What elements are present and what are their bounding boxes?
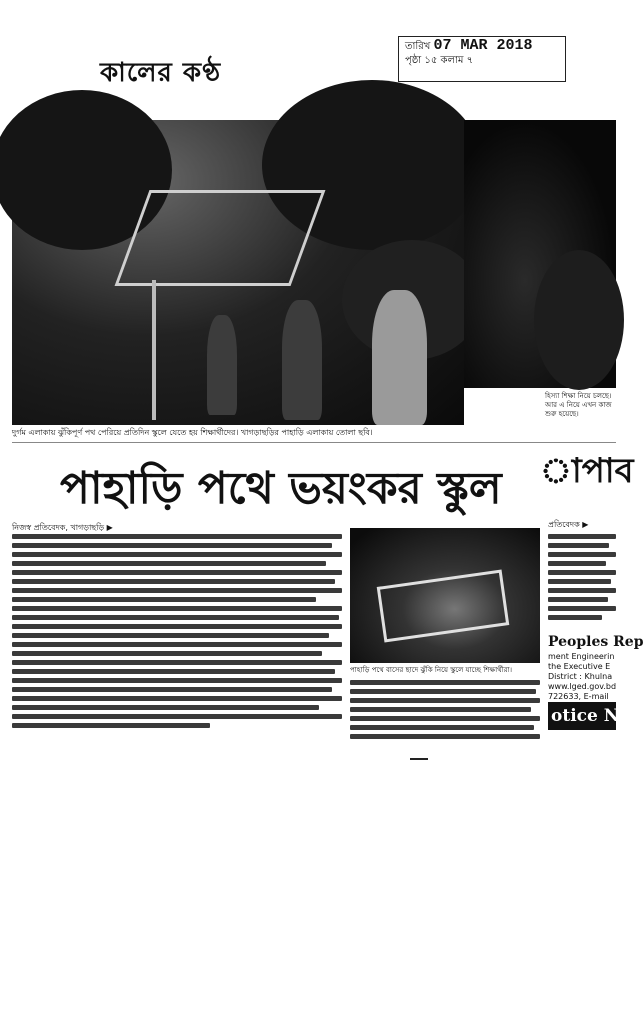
end-mark	[410, 758, 428, 760]
article-body-text-right	[350, 680, 540, 750]
stamp-label: তারিখ	[405, 41, 431, 52]
newspaper-masthead: কালের কণ্ঠ	[100, 58, 222, 88]
main-photo-caption: দুর্গম এলাকায় ঝুঁকিপূর্ণ পথ পেরিয়ে প্রতিদিন স্কুলে যেতে হয় শিক্ষার্থীদের। খাগড়াছড়ির পাহাড়ি এলাকায় তোলা ছবি।	[12, 428, 373, 437]
side-photo	[464, 120, 616, 388]
notice-line-4: www.lged.gov.bd	[548, 682, 617, 691]
adjacent-headline-fragment: াপাব	[540, 451, 634, 491]
notice-line-1: ment Engineerin	[548, 652, 615, 661]
divider	[12, 442, 616, 443]
date-stamp	[398, 36, 566, 82]
sidebar-heading: প্রতিবেদক ▶	[548, 520, 589, 529]
stamp-page-column: পৃষ্ঠা ১৫ কলাম ৭	[405, 55, 474, 66]
notice-line-3: District : Khulna	[548, 672, 613, 681]
article-headline: পাহাড়ি পথে ভয়ংকর স্কুল	[60, 463, 502, 514]
notice-line-2: the Executive E	[548, 662, 611, 671]
main-photo	[12, 120, 464, 425]
article-byline: নিজস্ব প্রতিবেদক, খাগড়াছড়ি ▶	[12, 523, 113, 532]
bus-photo-caption: পাহাড়ি পথে বাসের ছাদে ঝুঁকি নিয়ে স্কুলে যাচ্ছে শিক্ষার্থীরা।	[350, 666, 513, 674]
sidebar-article	[548, 520, 616, 620]
stamp-date: 07 MAR 2018	[433, 37, 533, 54]
bus-photo	[350, 528, 540, 663]
article-body-text	[12, 534, 342, 754]
notice-line-5: 722633, E-mail	[548, 692, 609, 701]
side-photo-caption: হিস্যা শিক্ষা নিয়ে চলছে। আর এ নিয়ে এখন কাজ শুরু হয়েছে।	[545, 392, 612, 418]
notice-banner: otice No	[548, 702, 616, 730]
notice-title: Peoples Rep	[548, 634, 644, 650]
